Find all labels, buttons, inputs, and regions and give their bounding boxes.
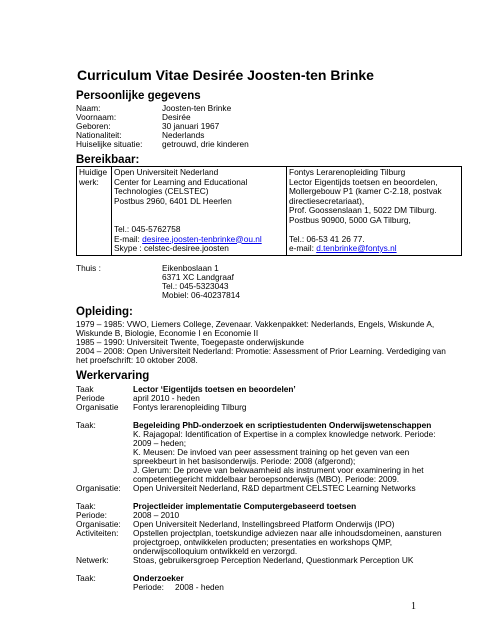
- fontys-email-link[interactable]: d.tenbrinke@fontys.nl: [316, 243, 397, 253]
- work-label: Taak: [76, 384, 94, 394]
- work-label: werk:: [79, 176, 99, 187]
- personal-heading: Persoonlijke gegevens: [76, 90, 201, 102]
- work-task: Begeleiding PhD-onderzoek en scriptiestudenten Onderwijswetenschappen: [133, 420, 432, 430]
- fontys-contact-cell: [287, 167, 462, 256]
- work-label: Periode:: [76, 510, 107, 520]
- home-line: Mobiel: 06-40237814: [162, 290, 240, 300]
- home-line: Eikenboslaan 1: [162, 263, 219, 273]
- education-heading: Opleiding:: [76, 306, 133, 318]
- fontys-address-line: Mollergebouw P1 (kamer C-2.18, postvak: [289, 186, 442, 196]
- page-number: 1: [411, 601, 416, 612]
- fontys-address-line: directiesecretariaat),: [289, 195, 365, 206]
- work-heading: Werkervaring: [76, 370, 150, 382]
- home-label: Thuis :: [76, 263, 101, 273]
- personal-label: Voornaam:: [76, 112, 117, 122]
- personal-label: Geboren:: [76, 121, 111, 131]
- reach-heading: Bereikbaar:: [76, 154, 140, 166]
- fontys-phone: Tel.: 06-53 41 26 77.: [289, 233, 365, 244]
- home-line: Tel.: 045-5323043: [162, 281, 229, 291]
- work-detail-line: onderwijscolloquium ontwikkeld en verzorgd.: [133, 546, 298, 556]
- work-detail-line: competentiegericht middelbaar beroepsonderwijs (MBO). Periode: 2009.: [133, 474, 400, 484]
- work-detail-line: K. Rajagopal: Identification of Expertise in a complex knowledge network. Periode:: [133, 429, 436, 439]
- work-detail-line: projectgroep, ontwikkelen producten; presentaties en workshops QMP,: [133, 537, 393, 547]
- personal-value: 30 januari 1967: [162, 121, 220, 131]
- fontys-address-line: Postbus 90900, 5000 GA Tilburg,: [289, 214, 411, 225]
- work-label: Taak:: [76, 501, 96, 511]
- work-label-cell: [77, 167, 112, 256]
- work-value: april 2010 - heden: [133, 393, 200, 403]
- ou-address-line: Postbus 2960, 6401 DL Heerlen: [114, 195, 232, 206]
- personal-label: Naam:: [76, 103, 101, 113]
- ou-email-link[interactable]: desiree.joosten-tenbrinke@ou.nl: [142, 233, 262, 244]
- fontys-address-line: Fontys Lerarenopleiding Tilburg: [289, 167, 406, 177]
- ou-skype: Skype : celstec-desiree.joosten: [114, 243, 229, 253]
- education-line: 1985 – 1990: Universiteit Twente, Toegepaste onderwijskunde: [76, 337, 305, 347]
- work-detail-line: J. Glerum: De proeve van bekwaamheid als instrument voor examinering in het: [133, 465, 424, 475]
- work-task: Lector ‘Eigentijds toetsen en beoordelen’: [133, 384, 296, 394]
- work-label: Periode: [76, 393, 105, 403]
- fontys-email-line: [289, 244, 459, 254]
- work-task: Onderzoeker: [133, 573, 184, 583]
- education-line: 2004 – 2008: Open Universiteit Nederland: Promotie: Assessment of Prior Learning. Verdediging van: [76, 346, 446, 356]
- education-line: het proefschrift: 10 oktober 2008.: [76, 355, 198, 365]
- fontys-address-line: Lector Eigentijds toetsen en beoordelen,: [289, 176, 438, 187]
- ou-email-label: E-mail:: [114, 233, 143, 244]
- home-line: 6371 XC Landgraaf: [162, 272, 234, 282]
- work-value: Stoas, gebruikersgroep Perception Nederland, Questionmark Perception UK: [133, 555, 414, 565]
- personal-value: Joosten-ten Brinke: [162, 103, 232, 113]
- work-contact-table: [76, 166, 462, 256]
- work-label: Organisatie:: [76, 483, 121, 493]
- personal-value: Desirée: [162, 112, 191, 122]
- work-value: Fontys lerarenopleiding Tilburg: [133, 402, 247, 412]
- work-value: Open Universiteit Nederland, Instellingsbreed Platform Onderwijs (IPO): [133, 519, 395, 529]
- personal-label: Nationaliteit:: [76, 130, 122, 140]
- work-value: 2008 – 2010: [133, 510, 180, 520]
- work-value: Open Universiteit Nederland, R&D department CELSTEC Learning Networks: [133, 483, 416, 493]
- education-line: 1979 – 1985: VWO, Liemers College, Zevenaar. Vakkenpakket: Nederlands, Engels, Wiskunde A,: [76, 319, 435, 329]
- personal-value: getrouwd, drie kinderen: [162, 139, 249, 149]
- education-line: Wiskunde B, Biologie, Economie I en Economie II: [76, 328, 259, 338]
- work-detail-line: K. Meusen: De invloed van peer assessment training op het geven van een: [133, 447, 410, 457]
- work-detail-line: 2009 – heden;: [133, 438, 187, 448]
- personal-value: Nederlands: [162, 130, 205, 140]
- ou-phone: Tel.: 045-5762758: [114, 224, 181, 234]
- work-detail-line: spreekbeurt in het basisonderwijs. Periode: 2008 (afgerond);: [133, 456, 356, 466]
- work-label: Netwerk:: [76, 555, 109, 565]
- ou-address-line: Technologies (CELSTEC): [114, 186, 209, 196]
- work-label: Periode:: [133, 582, 164, 592]
- fontys-email-label: e-mail:: [289, 243, 317, 253]
- ou-address-line: Center for Learning and Educational: [114, 176, 248, 187]
- work-label: Huidige: [79, 167, 108, 177]
- work-label: Activiteiten:: [76, 528, 119, 538]
- work-label: Organisatie: [76, 402, 119, 412]
- work-label: Taak:: [76, 420, 96, 430]
- ou-address-line: Open Universiteit Nederland: [114, 167, 219, 177]
- work-label: Organisatie:: [76, 519, 121, 529]
- work-task: Projectleider implementatie Computergebaseerd toetsen: [133, 501, 357, 511]
- personal-label: Huiselijke situatie:: [76, 139, 143, 149]
- document-title: Curriculum Vitae Desirée Joosten-ten Brinke: [77, 67, 374, 83]
- fontys-address-line: Prof. Goossenslaan 1, 5022 DM Tilburg.: [289, 205, 437, 215]
- work-label: Taak:: [76, 573, 96, 583]
- work-detail-line: Opstellen projectplan, toetskundige adviezen naar alle inhoudsdomeinen, aansturen: [133, 528, 442, 538]
- ou-contact-cell: [112, 167, 287, 256]
- work-value: 2008 - heden: [175, 582, 224, 592]
